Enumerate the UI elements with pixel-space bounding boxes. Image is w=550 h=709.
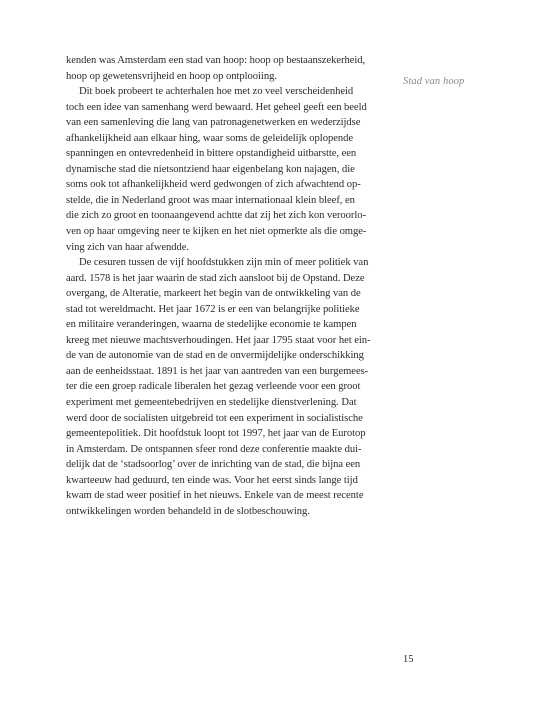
text-line: kenden was Amsterdam een stad van hoop: hoop op bestaanszekerheid,: [66, 55, 366, 66]
text-line: De cesuren tussen de vijf hoofdstukken zijn min of meer politiek van: [79, 257, 369, 269]
page-number: 15: [403, 654, 414, 665]
text-line: ving zich van haar afwendde.: [66, 241, 190, 253]
text-line: kwam de stad weer positief in het nieuws. Enkele van de meest recente: [66, 490, 364, 502]
text-line: ter die een groep radicale liberalen het gezag verleende voor een groot: [66, 381, 361, 393]
text-line: afhankelijkheid aan elkaar hing, waar soms de geleidelijk oplopende: [66, 132, 353, 144]
text-line: kwarteeuw had geduurd, ten einde was. Voor het eerst sinds lange tijd: [66, 474, 358, 486]
text-line: werd door de socialisten uitgebreid tot een experiment in socialistische: [66, 412, 363, 424]
text-line: en militaire veranderingen, waarna de stedelijke economie te kampen: [66, 319, 357, 331]
text-line: van een samenleving die lang van patronagenetwerken en wederzijdse: [66, 117, 361, 129]
text-line: stad tot wereldmacht. Het jaar 1672 is er een van belangrijke politieke: [66, 303, 360, 315]
text-line: delijk dat de ‘stadsoorlog’ over de inrichting van de stad, die bijna een: [66, 459, 361, 471]
text-line: de van de autonomie van de stad en de onvermijdelijke onderschikking: [66, 350, 364, 362]
body-text: [66, 53, 386, 519]
text-line: experiment met gemeentebedrijven en stedelijke dienstverlening. Dat: [66, 397, 357, 409]
text-line: hoop op gewetensvrijheid en hoop op ontplooiing.: [66, 70, 277, 82]
text-line: ontwikkelingen worden behandeld in de slotbeschouwing.: [66, 505, 310, 517]
text-line: spanningen en ontevredenheid in bittere opstandigheid uitbarstte, een: [66, 148, 357, 160]
text-line: toch een idee van samenhang werd bewaard. Het geheel geeft een beeld: [66, 101, 367, 113]
text-line: die zich zo groot en toonaangevend achtte dat zij het zich kon veroorlo-: [66, 210, 366, 222]
text-line: aan de eenheidsstaat. 1891 is het jaar van aantreden van een burgemees-: [66, 365, 369, 377]
text-line: Dit boek probeert te achterhalen hoe met zo veel verscheidenheid: [79, 86, 354, 98]
running-head: Stad van hoop: [403, 76, 465, 87]
text-line: in Amsterdam. De ontspannen sfeer rond deze conferentie maakte dui-: [66, 443, 362, 455]
text-line: soms ook tot afhankelijkheid werd gedwongen of zich afwachtend op-: [66, 179, 361, 191]
text-line: overgang, de Alteratie, markeert het begin van de ontwikkeling van de: [66, 288, 361, 300]
text-line: ven op haar omgeving neer te kijken en het niet opmerkte als die omge-: [66, 226, 367, 238]
text-line: dynamische stad die nietsontziend haar eigenbelang kon najagen, die: [66, 163, 355, 175]
text-line: kreeg met nieuwe machtsverhoudingen. Het jaar 1795 staat voor het ein-: [66, 334, 371, 346]
text-line: gemeentepolitiek. Dit hoofdstuk loopt tot 1997, het jaar van de Eurotop: [66, 428, 366, 440]
text-line: stelde, die in Nederland groot was maar internationaal klein bleef, en: [66, 194, 355, 206]
text-line: aard. 1578 is het jaar waarin de stad zich aansloot bij de Opstand. Deze: [66, 272, 365, 284]
